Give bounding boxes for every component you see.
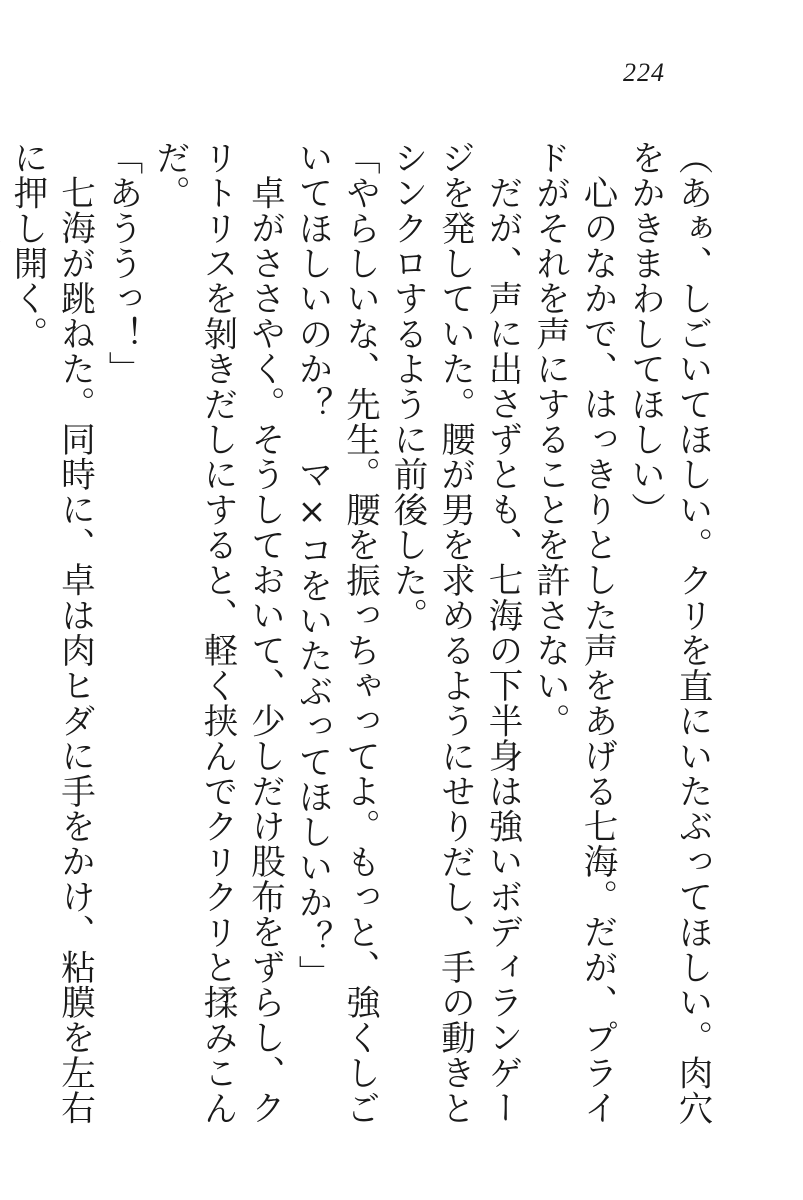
paragraph: 「あううっ！」 xyxy=(102,140,142,387)
paragraph: 卓がささやく。そうしておいて、少しだけ股布をずらし、クリトリスを剝きだしにすると、軽く挟んでクリクリと揉みこんだ。 xyxy=(149,140,285,1126)
paragraph xyxy=(0,140,3,1140)
vertical-text-body xyxy=(7,140,715,1140)
paragraph: （あぁ、しごいてほしい。クリを直にいたぶってほしい。肉穴をかきまわしてほしい） xyxy=(624,140,712,1126)
paragraph: だが、声に出さずとも、七海の下半身は強いボディランゲージを発していた。腰が男を求めるようにせりだし、手の動きとシンクロするように前後した。 xyxy=(387,140,522,1126)
paragraph: 七海が跳ねた。同時に、卓は肉ヒダに手をかけ、粘膜を左右に押し開く。 xyxy=(7,140,95,1125)
paragraph: 「やらしいな、先生。腰を振っちゃってよ。もっと、強くしごいてほしいのか？ マ×コをいたぶってほしいか？」 xyxy=(292,140,380,1126)
paragraph: 心のなかで、はっきりとした声をあげる七海。だが、プライドがそれを声にすることを許さない。 xyxy=(529,140,617,1125)
page-number: 224 xyxy=(623,58,665,87)
